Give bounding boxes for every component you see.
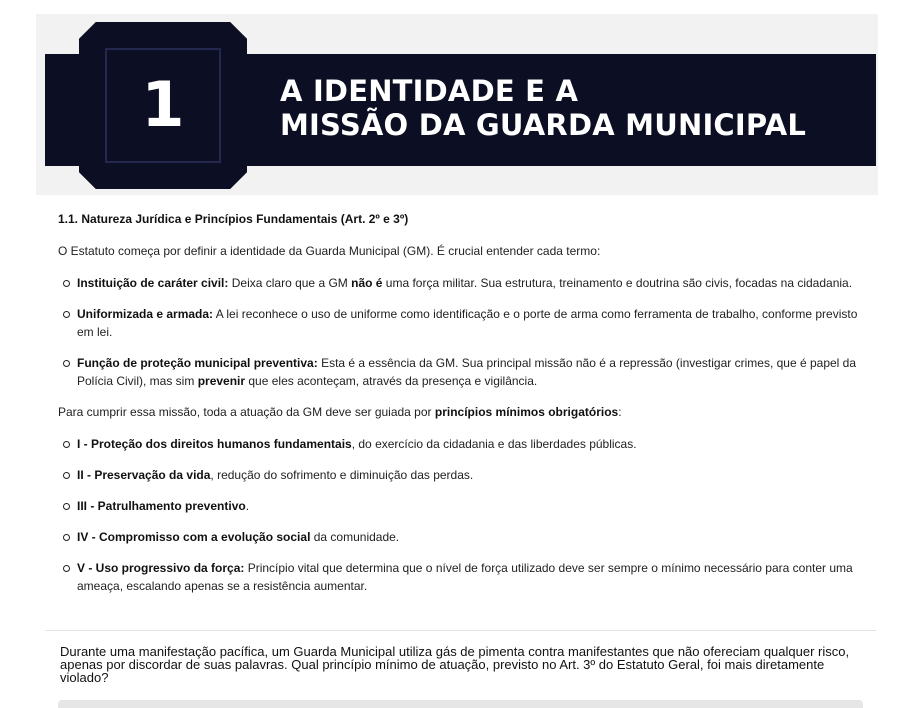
principles-intro-text: Para cumprir essa missão, toda a atuação da GM deve ser guiada por (58, 405, 435, 419)
list-item (58, 435, 870, 453)
principle-text: , do exercício da cidadania e das liberdades públicas. (351, 437, 637, 451)
section-intro: O Estatuto começa por definir a identidade da Guarda Municipal (GM). É crucial entender cada termo: (58, 244, 601, 258)
chapter-title-line-1: A IDENTIDADE E A (280, 74, 579, 108)
term-emphasis: não é (351, 276, 383, 290)
section-content (58, 210, 870, 608)
principle-label: III - Patrulhamento preventivo (77, 499, 246, 513)
principle-label: I - Proteção dos direitos humanos fundamentais (77, 437, 352, 451)
principles-intro-emphasis: princípios mínimos obrigatórios (434, 405, 619, 419)
principle-text: , redução do sofrimento e diminuição das perdas. (210, 468, 474, 482)
term-text: A lei reconhece o uso de uniforme como identificação e o porte de arma como ferramenta de trabalho, conforme previsto em lei. (77, 307, 858, 339)
terms-list (58, 274, 870, 390)
term-text: uma força militar. Sua estrutura, treinamento e doutrina são civis, focadas na cidadania. (382, 276, 853, 290)
chapter-number: 1 (141, 68, 185, 141)
chapter-title-line-2: MISSÃO DA GUARDA MUNICIPAL (280, 108, 807, 142)
list-item (58, 497, 870, 515)
term-text: que eles aconteçam, através da presença e vigilância. (245, 374, 538, 388)
list-item (58, 528, 870, 546)
chapter-title (280, 74, 860, 142)
principle-text: da comunidade. (310, 530, 400, 544)
list-item (58, 305, 870, 341)
term-text: Deixa claro que a GM (228, 276, 352, 290)
section-heading: 1.1. Natureza Jurídica e Princípios Fundamentais (Art. 2º e 3º) (58, 212, 409, 226)
principle-label: V - Uso progressivo da força: (77, 561, 245, 575)
term-label: Uniformizada e armada: (77, 307, 214, 321)
list-item (58, 354, 870, 390)
term-emphasis: prevenir (197, 374, 246, 388)
principle-text: Princípio vital que determina que o nível de força utilizado deve ser sempre o mínimo necessário para conter uma ameaça, escalando apenas se a resistência aumentar. (77, 561, 853, 593)
list-item (58, 559, 870, 595)
term-text: Esta é a essência da GM. Sua principal missão não é a repressão (investigar crimes, que é papel da Polícia Civil), mas sim (77, 356, 857, 388)
answer-input[interactable] (58, 700, 863, 708)
principles-intro (58, 403, 870, 421)
principles-list (58, 435, 870, 595)
list-item (58, 274, 870, 292)
term-label: Instituição de caráter civil: (77, 276, 229, 290)
principles-intro-end: : (618, 405, 622, 419)
principle-label: II - Preservação da vida (77, 468, 211, 482)
principle-label: IV - Compromisso com a evolução social (77, 530, 311, 544)
term-label: Função de proteção municipal preventiva: (77, 356, 318, 370)
list-item (58, 466, 870, 484)
section-divider (45, 630, 876, 631)
principle-text: . (245, 499, 250, 513)
question-text: Durante uma manifestação pacífica, um Guarda Municipal utiliza gás de pimenta contra manifestantes que não ofereciam qualquer risco, apenas por discordar de suas palavras. Qual princípio mínimo de atuação, previsto no Art. 3º do Estatuto Geral, foi mais diretamente violado? (60, 644, 850, 685)
